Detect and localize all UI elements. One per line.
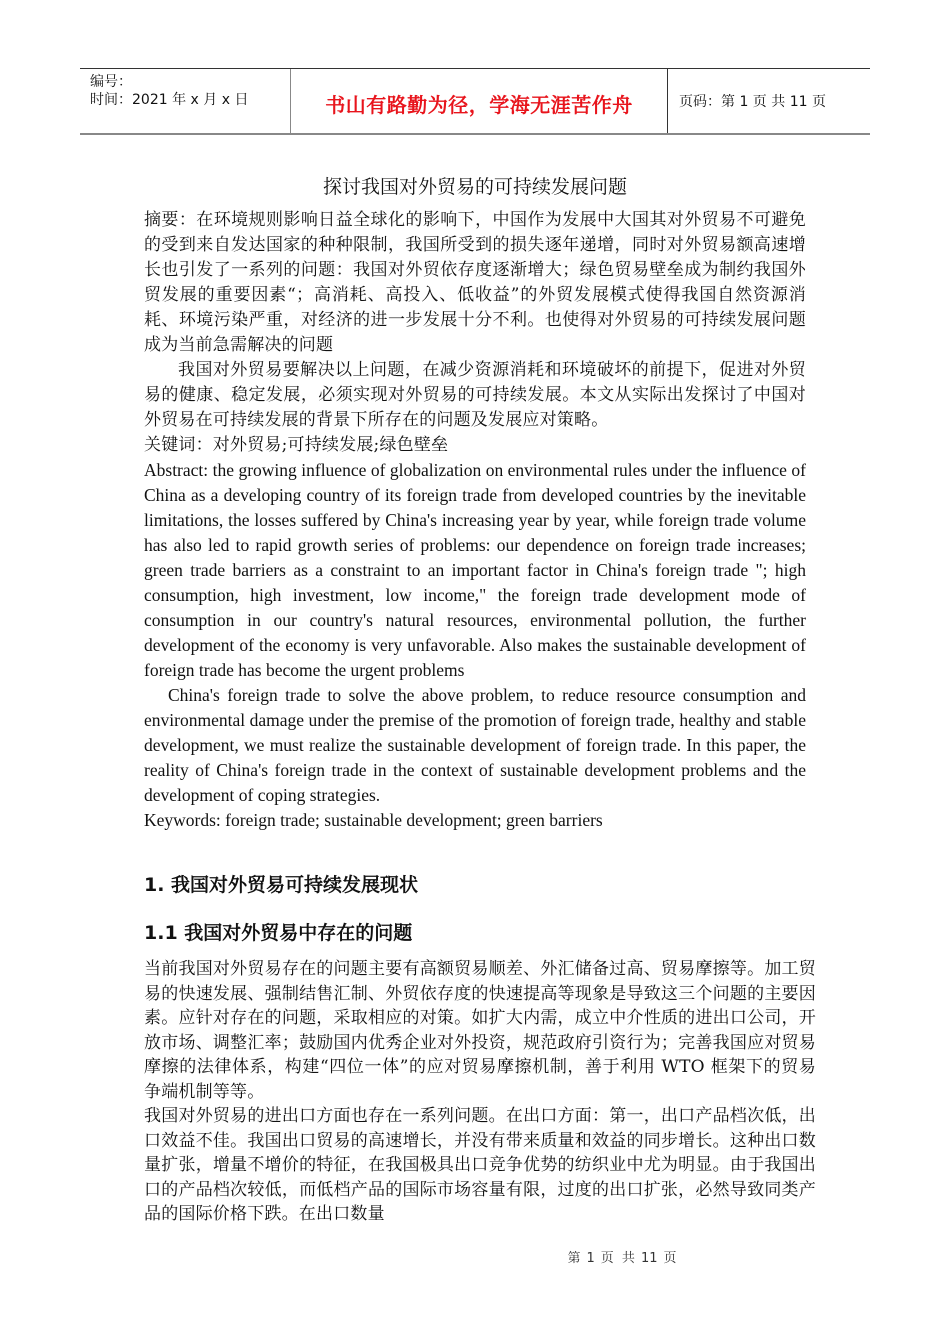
document-header-table [80,68,870,135]
keywords-cn: 关键词：对外贸易;可持续发展;绿色壁垒 [144,435,449,455]
footer-page-mid: 页 共 [600,1251,635,1266]
header-motto: 书山有路勤为径，学海无涯苦作舟 [325,92,633,117]
abstract-en-paragraph-2: China's foreign trade to solve the above problem, to reduce resource consumption and environmental damage under the premise of the promotion of foreign trade, healthy and stable development, we must realize the sustainable development of foreign trade. In this paper, the reality of China's foreign trade in the context of sustainable development problems and the development of coping strategies. [144,685,806,805]
page-footer [0,1247,950,1266]
document-date-label: 时间：2021 年 x 月 x 日 [90,92,249,108]
footer-page-post: 页 [663,1251,677,1266]
section-1-heading: 1. 我国对外贸易可持续发展现状 [144,874,419,896]
abstract-en-paragraph-1: Abstract: the growing influence of globalization on environmental rules under the influence of China as a developing country of its foreign trade from developed countries by the inevitable limitations, the losses suffered by China's increasing year by year, while foreign trade volume has also led to rapid growth series of problems: our dependence on foreign trade increases; green trade barriers as a constraint to an important factor in China's foreign trade "; high consumption, high investment, low income," the foreign trade development mode of consumption in our country's natural resources, environmental pollution, the further development of the economy is very unfavorable. Also makes the sustainable development of foreign trade has become the urgent problems [144,460,806,680]
footer-page-current: 1 [586,1251,595,1266]
document-number-label: 编号： [90,74,132,90]
section-1-1-paragraph-2: 我国对外贸易的进出口方面也存在一系列问题。在出口方面：第一，出口产品档次低，出口效益不佳。我国出口贸易的高速增长，并没有带来质量和效益的同步增长。这种出口数量扩张，增量不增价的特征，在我国极具出口竞争优势的纺织业中尤为明显。由于我国出口的产品档次较低，而低档产品的国际市场容量有限，过度的出口扩张，必然导致同类产品的国际价格下跌。在出口数量 [144,1106,816,1224]
section-1-1-heading: 1.1 我国对外贸易中存在的问题 [144,922,413,944]
abstract-cn-paragraph-2: 我国对外贸易要解决以上问题，在减少资源消耗和环境破坏的前提下，促进对外贸易的健康、稳定发展，必须实现对外贸易的可持续发展。本文从实际出发探讨了中国对外贸易在可持续发展的背景下所存在的问题及发展应对策略。 [144,360,806,430]
header-page-cell [668,69,870,133]
section-1-1-paragraph-1: 当前我国对外贸易存在的问题主要有高额贸易顺差、外汇储备过高、贸易摩擦等。加工贸易的快速发展、强制结售汇制、外贸依存度的快速提高等现象是导致这三个问题的主要因素。应针对存在的问题，采取相应的对策。如扩大内需，成立中介性质的进出口公司，开放市场、调整汇率；鼓励国内优秀企业对外投资，规范政府引资行为；完善我国应对贸易摩擦的法律体系，构建“四位一体”的应对贸易摩擦机制，善于利用 WTO 框架下的贸易争端机制等等。 [144,959,816,1102]
section-1-1-body [144,957,816,1227]
abstract-cn-paragraph-1: 摘要：在环境规则影响日益全球化的影响下，中国作为发展中大国其对外贸易不可避免的受到来自发达国家的种种限制，我国所受到的损失逐年递增，同时对外贸易额高速增长也引发了一系列的问题：我国对外贸依存度逐渐增大；绿色贸易壁垒成为制约我国外贸发展的重要因素“；高消耗、高投入、低收益”的外贸发展模式使得我国自然资源消耗、环境污染严重，对经济的进一步发展十分不利。也使得对外贸易的可持续发展问题成为当前急需解决的问题 [144,210,806,355]
footer-page-pre: 第 [567,1251,581,1266]
footer-page-total: 11 [640,1251,658,1266]
header-motto-cell [291,69,668,133]
header-meta-cell [80,69,291,133]
document-title: 探讨我国对外贸易的可持续发展问题 [322,176,627,198]
header-page-info: 页码：第 1 页 共 11 页 [679,94,826,110]
keywords-en: Keywords: foreign trade; sustainable development; green barriers [144,810,603,830]
abstract-section [144,208,806,833]
